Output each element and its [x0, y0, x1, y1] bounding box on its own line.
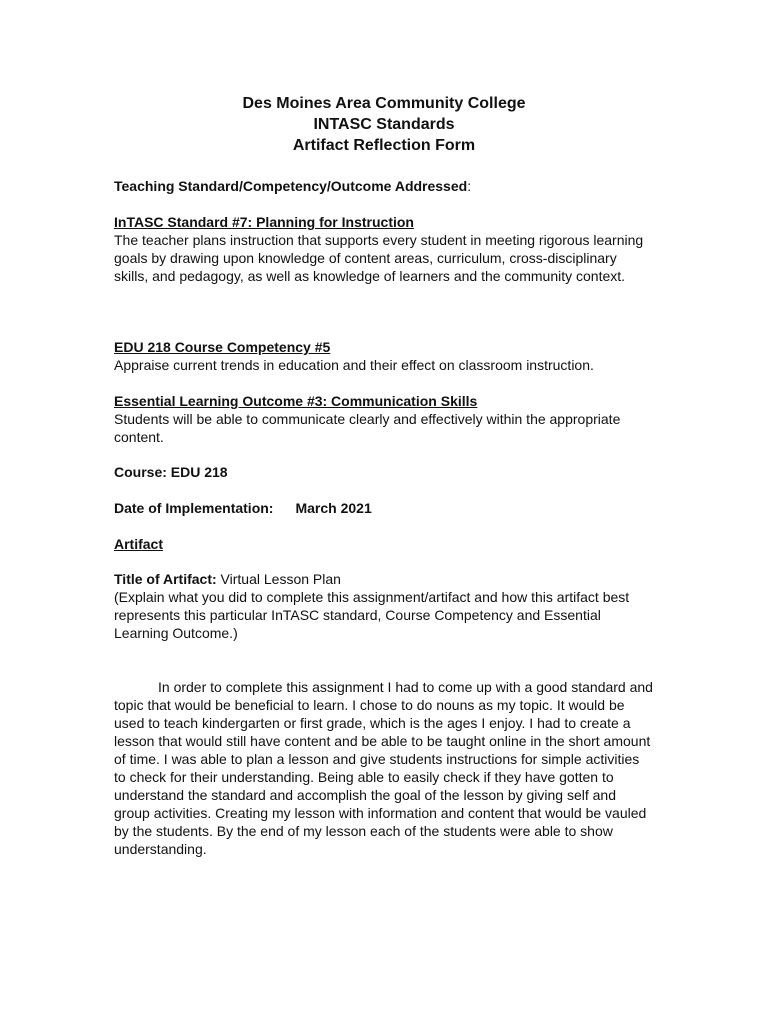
learning-outcome-section [114, 392, 644, 446]
implementation-date-label: Date of Implementation: [114, 500, 274, 516]
standards-title: INTASC Standards [313, 116, 455, 133]
artifact-instructions: (Explain what you did to complete this assignment/artifact and how this artifact best represents this particular InTASC standard, Course Competency and Essential Learning Outcome.) [114, 589, 630, 641]
learning-outcome-body: Students will be able to communicate clearly and effectively within the appropriate content. [114, 411, 621, 445]
reflection-section [114, 678, 654, 858]
course-competency-heading: EDU 218 Course Competency #5 [114, 339, 331, 355]
artifact-heading: Artifact [114, 536, 164, 552]
form-title: Artifact Reflection Form [292, 137, 476, 154]
learning-outcome-heading: Essential Learning Outcome #3: Communication Skills [114, 393, 478, 409]
teaching-standard-heading: Teaching Standard/Competency/Outcome Addressed [114, 178, 468, 194]
reflection-text: In order to complete this assignment I had to come up with a good standard and topic that would be beneficial to learn. I chose to do nouns as my topic. It would be used to teach kindergarten or first grade, which is the ages I enjoy. I had to create a lesson that would still have content and be able to be taught online in the short amount of time. I was able to plan a lesson and give students instructions for simple activities to check for their understanding. Being able to easily check if they have gotten to understand the standard and accomplish the goal of the lesson by giving self and group activities. Creating my lesson with information and content that would be vauled by the students. By the end of my lesson each of the students were able to show understanding. [114, 679, 653, 857]
implementation-date-line [114, 499, 644, 517]
implementation-date-value: March 2021 [295, 500, 372, 516]
intasc-standard-heading: InTASC Standard #7: Planning for Instruction [114, 214, 414, 230]
course-competency-body: Appraise current trends in education and their effect on classroom instruction. [114, 357, 594, 373]
reflection-paragraph [114, 678, 654, 858]
intasc-standard-body: The teacher plans instruction that supports every student in meeting rigorous learning goals by drawing upon knowledge of content areas, curriculum, cross-disciplinary skills, and pedagogy, as well as knowledge of learners and the community context. [114, 232, 644, 284]
intasc-standard-section [114, 213, 644, 285]
teaching-standard-section [114, 177, 644, 195]
college-name: Des Moines Area Community College [242, 95, 526, 112]
artifact-title-value: Virtual Lesson Plan [216, 571, 341, 587]
artifact-title-label: Title of Artifact: [114, 571, 217, 587]
teaching-standard-colon: : [467, 178, 472, 194]
document-header [0, 93, 768, 156]
artifact-title-section [114, 570, 644, 642]
course-line: Course: EDU 218 [114, 464, 228, 480]
course-competency-section [114, 338, 644, 374]
artifact-title-line [114, 570, 644, 588]
